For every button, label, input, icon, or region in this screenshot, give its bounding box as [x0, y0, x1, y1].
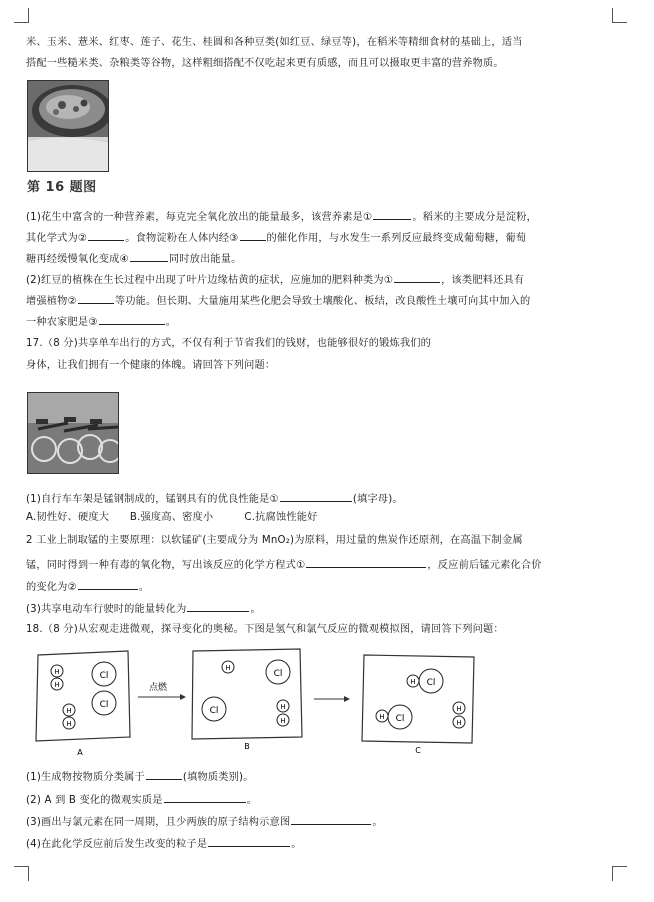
cl-atom-label: Cl: [273, 669, 283, 679]
answer-blank[interactable]: [130, 250, 168, 262]
answer-blank[interactable]: [208, 835, 290, 847]
line-text: 搭配一些糙米类、杂粮类等谷物，这样粗细搭配不仅吃起来更有质感，而且可以摄取更丰富的营养物质。: [26, 58, 504, 69]
arrowhead-icon: [180, 694, 186, 700]
line-text: A.韧性好、硬度大 B.强度高、密度小 C.抗腐蚀性能好: [26, 512, 318, 523]
line-text: 其化学式为②: [26, 233, 88, 244]
line-text: (1)生成物按物质分类属于: [26, 772, 145, 783]
answer-blank[interactable]: [306, 556, 426, 568]
cl-atom-label: Cl: [209, 706, 219, 716]
text-line: [26, 490, 628, 507]
line-text: 米、玉米、薏米、红枣、莲子、花生、桂圆和各种豆类(如红豆、绿豆等)，在稻米等精细食材的基础上，适当: [26, 37, 523, 48]
text-line: [26, 36, 628, 50]
cl2-molecule: [92, 662, 116, 715]
reaction-diagram: [0, 645, 654, 755]
h-atom-label: H: [456, 705, 462, 713]
h2-molecule: [63, 704, 75, 729]
crop-mark-top-right: [612, 8, 627, 23]
answer-blank[interactable]: [373, 208, 411, 220]
answer-blank[interactable]: [240, 229, 266, 241]
answer-blank[interactable]: [146, 768, 182, 780]
h-atom-label: H: [410, 678, 416, 686]
text-line: [26, 578, 628, 595]
text-line: [26, 768, 628, 785]
line-text: (填物质类别)。: [182, 772, 254, 783]
line-text: 糖再经缓慢氧化变成④: [26, 254, 129, 265]
line-text: (1)花生中富含的一种营养素，每克完全氧化放出的能量最多，该营养素是①: [26, 212, 373, 223]
line-text: 。: [246, 795, 258, 806]
text-line: [26, 57, 628, 71]
line-text: 。食物淀粉在人体内经③: [125, 233, 239, 244]
line-text: 锰，同时得到一种有毒的氧化物，写出该反应的化学方程式①: [26, 560, 306, 571]
line-text: 一种农家肥是③: [26, 317, 98, 328]
line-text: 。: [372, 817, 383, 828]
answer-blank[interactable]: [280, 490, 352, 502]
answer-blank[interactable]: [99, 313, 165, 325]
line-text: 。: [291, 839, 302, 850]
text-line: [26, 292, 628, 309]
crop-mark-top-left: [14, 8, 29, 23]
text-line: [26, 791, 628, 808]
cl-atom-label: Cl: [426, 678, 436, 688]
line-text: (3)共享电动车行驶时的能量转化为: [26, 604, 187, 615]
answer-blank[interactable]: [394, 271, 440, 283]
hcl-molecule: [376, 705, 412, 729]
h-atom-label: H: [66, 720, 72, 728]
line-text: 18.（8 分)从宏观走进微观，探寻变化的奥秘。下图是氢气和氯气反应的微观模拟图，请回答下列问题：: [26, 624, 504, 635]
line-text: 。: [138, 582, 150, 593]
figure-16-caption: 第 16 题图: [27, 180, 97, 195]
line-text: 。: [165, 317, 177, 328]
h2-molecule: [453, 702, 465, 728]
figure-16-photo: [27, 80, 109, 172]
answer-blank[interactable]: [291, 813, 371, 825]
line-text: ，该类肥料还具有: [441, 275, 525, 286]
line-text: 同时放出能量。: [168, 254, 242, 265]
text-line: [26, 313, 628, 330]
h-atom-label: H: [225, 664, 231, 672]
text-line: [26, 359, 628, 373]
line-text: (2) A 到 B 变化的微观实质是: [26, 795, 163, 806]
line-text: (2)红豆的植株在生长过程中出现了叶片边缘枯黄的症状，应施加的肥料种类为①: [26, 275, 394, 286]
answer-blank[interactable]: [78, 292, 114, 304]
box-c: [362, 655, 474, 743]
crop-mark-bottom-right: [612, 866, 627, 881]
text-line: [26, 813, 628, 830]
hcl-molecule: [407, 669, 443, 693]
h-atom-label: H: [456, 719, 462, 727]
h-atom-label: H: [379, 713, 385, 721]
line-text: 的催化作用，与水发生一系列反应最终变成葡萄糖，葡萄: [266, 233, 527, 244]
box-a: [36, 651, 130, 741]
arrowhead-icon: [344, 696, 350, 702]
line-text: 等功能。但长期、大量施用某些化肥会导致土壤酸化、板结，改良酸性土壤可向其中加入的: [114, 296, 531, 307]
bike-photo: [27, 392, 119, 474]
answer-blank[interactable]: [78, 578, 138, 590]
arrow-label: 点燃: [148, 683, 168, 693]
h2-molecule: [51, 665, 63, 690]
text-line: [26, 600, 628, 617]
answer-blank[interactable]: [187, 600, 249, 612]
cl-atom-label: Cl: [99, 671, 109, 681]
text-line: [26, 337, 628, 351]
answer-blank[interactable]: [164, 791, 246, 803]
food-bowl-illustration: [28, 81, 108, 171]
cl-atom-label: Cl: [395, 714, 405, 724]
text-line: [26, 511, 628, 525]
crop-mark-bottom-left: [14, 866, 29, 881]
h-atom-label: H: [66, 707, 72, 715]
text-line: [26, 229, 628, 246]
text-line: [26, 623, 628, 637]
label-c: C: [415, 746, 421, 755]
text-line: [26, 271, 628, 288]
line-text: (1)自行车车架是锰钢制成的，锰钢具有的优良性能是①: [26, 494, 279, 505]
line-text: (填字母)。: [352, 494, 403, 505]
line-text: 增强植物②: [26, 296, 77, 307]
label-b: B: [244, 742, 250, 751]
line-text: 身体，让我们拥有一个健康的体魄。请回答下列问题：: [26, 360, 276, 371]
h-atom-label: H: [280, 703, 286, 711]
text-line: [26, 835, 628, 852]
bicycles-illustration: [28, 393, 118, 473]
line-text: 2 工业上制取锰的主要原理：以软锰矿(主要成分为 MnO₂)为原料，用过量的焦炭作还原剂，在高温下制金属: [26, 535, 523, 546]
line-text: 。稻米的主要成分是淀粉，: [412, 212, 538, 223]
text-line: [26, 556, 628, 573]
line-text: (3)画出与氯元素在同一周期，且少两族的原子结构示意图: [26, 817, 291, 828]
cl-atom-label: Cl: [99, 700, 109, 710]
h-atom-label: H: [54, 681, 60, 689]
line-text: 的变化为②: [26, 582, 77, 593]
label-a: A: [77, 748, 83, 755]
h-atom-label: H: [280, 717, 286, 725]
text-line: [26, 208, 628, 225]
line-text: 。: [250, 604, 261, 615]
line-text: ，反应前后锰元素化合价: [427, 560, 542, 571]
text-line: [26, 534, 628, 548]
line-text: 17.（8 分)共享单车出行的方式，不仅有利于节省我们的钱财，也能够很好的锻炼我们的: [26, 338, 432, 349]
line-text: (4)在此化学反应前后发生改变的粒子是: [26, 839, 208, 850]
answer-blank[interactable]: [88, 229, 124, 241]
h-atom-label: H: [54, 668, 60, 676]
text-line: [26, 250, 628, 267]
